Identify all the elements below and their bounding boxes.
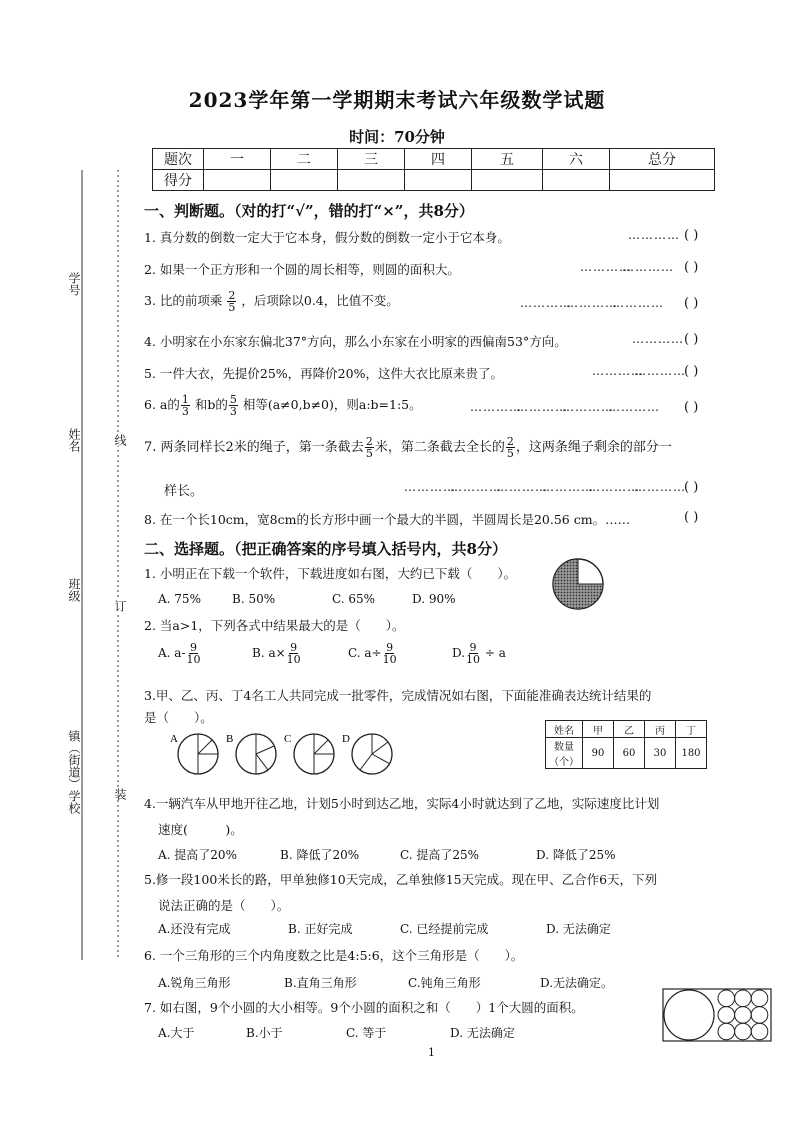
numerator: 1 xyxy=(181,393,189,406)
s2-q6-option-b[interactable]: B.直角三角形 xyxy=(284,976,357,990)
fraction xyxy=(383,642,397,665)
s1-q7-dots: ………… xyxy=(404,480,456,494)
score-header-cell: 二 xyxy=(271,149,338,170)
score-cell[interactable] xyxy=(338,170,405,191)
denominator: 10 xyxy=(382,653,397,666)
small-circle xyxy=(751,1023,768,1040)
s1-q6-answer-paren[interactable]: ( ) xyxy=(684,400,699,415)
s1-q3-dots-3: ………… xyxy=(612,296,664,310)
circles-figure-frame xyxy=(663,989,771,1041)
s2-q4-option-c[interactable]: C. 提高了25% xyxy=(400,848,480,862)
score-cell[interactable] xyxy=(405,170,472,191)
small-circle xyxy=(735,990,752,1007)
numerator: 9 xyxy=(469,641,477,654)
s2-question-5-line2: 说法正确的是（ ）。 xyxy=(158,898,290,913)
denominator: 5 xyxy=(506,447,514,460)
fraction xyxy=(181,394,190,417)
circles-figure xyxy=(662,988,772,1042)
s1-q6-dots-2: ………… xyxy=(516,400,568,414)
s1-question-1: 1. 真分数的倒数一定大于它本身，假分数的倒数一定小于它本身。 xyxy=(144,230,510,245)
s2-q2-c-text: C. a÷ xyxy=(348,646,382,660)
pie-option-a[interactable] xyxy=(170,733,218,774)
s1-question-6 xyxy=(144,394,422,417)
fraction xyxy=(187,642,201,665)
fraction xyxy=(287,642,301,665)
numerator: 9 xyxy=(386,641,394,654)
numerator: 5 xyxy=(229,393,237,406)
worker-value-cell: 60 xyxy=(614,738,645,769)
s2-q5-option-a[interactable]: A.还没有完成 xyxy=(158,922,231,936)
s1-question-2: 2. 如果一个正方形和一个圆的周长相等，则圆的面积大。 xyxy=(144,262,460,277)
pie-label-b: B xyxy=(226,733,234,745)
denominator: 5 xyxy=(365,447,373,460)
numerator: 2 xyxy=(506,435,514,448)
s1-q6-dots-4: ………… xyxy=(608,400,660,414)
denominator: 10 xyxy=(466,653,481,666)
s1-q3-text-a: 3. 比的前项乘 xyxy=(144,293,223,308)
s1-question-4: 4. 小明家在小东家东偏北37°方向，那么小东家在小明家的西偏南53°方向。 xyxy=(144,334,567,349)
score-cell[interactable] xyxy=(472,170,543,191)
s2-q2-b-text: B. a× xyxy=(252,646,286,660)
s2-q1-option-b[interactable]: B. 50% xyxy=(232,592,276,606)
s2-q2-option-d[interactable] xyxy=(452,642,506,665)
score-table-header-row xyxy=(153,149,715,170)
s2-q6-option-c[interactable]: C.钝角三角形 xyxy=(408,976,481,990)
s2-q1-option-d[interactable]: D. 90% xyxy=(412,592,456,606)
worker-table-values xyxy=(546,738,707,769)
score-header-cell: 总分 xyxy=(610,149,715,170)
s2-q4-option-a[interactable]: A. 提高了20% xyxy=(158,848,237,862)
score-row-label: 得分 xyxy=(153,170,204,191)
fraction xyxy=(466,642,480,665)
score-table xyxy=(152,148,715,191)
score-header-cell: 四 xyxy=(405,149,472,170)
s1-question-5: 5. 一件大衣，先提价25%，再降价20%，这件大衣比原来贵了。 xyxy=(144,366,503,381)
score-cell[interactable] xyxy=(610,170,715,191)
small-circle xyxy=(718,1023,735,1040)
exam-time: 时间：70分钟 xyxy=(349,128,445,146)
s1-q7-dots-2: ………… xyxy=(450,480,502,494)
s1-question-7 xyxy=(144,436,672,459)
fraction xyxy=(365,436,374,459)
worker-header-cell: 乙 xyxy=(614,721,645,738)
score-header-cell: 一 xyxy=(204,149,271,170)
s2-q2-option-a[interactable] xyxy=(158,642,202,665)
pie-option-d[interactable] xyxy=(342,733,392,774)
s1-q7-text-a: 7. 两条同样长2米的绳子，第一条截去 xyxy=(144,440,364,455)
s2-question-3-line2: 是（ ）。 xyxy=(144,710,213,725)
class-label: 班级 xyxy=(67,578,81,602)
school-label: 镇（街道）学校 xyxy=(67,730,81,814)
pie-option-b[interactable] xyxy=(226,733,276,774)
s2-q7-option-d[interactable]: D. 无法确定 xyxy=(450,1026,515,1040)
s1-q1-answer-paren[interactable]: ( ) xyxy=(684,228,699,243)
pie-label-d: D xyxy=(342,733,350,745)
denominator: 10 xyxy=(286,653,301,666)
s1-q2-dots-2: ………… xyxy=(622,260,674,274)
denominator: 3 xyxy=(229,405,237,418)
s2-question-7: 7. 如右图，9个小圆的大小相等。9个小圆的面积之和（ ）1个大圆的面积。 xyxy=(144,1000,584,1015)
s2-question-1: 1. 小明正在下载一个软件，下载进度如右图，大约已下载（ ）。 xyxy=(144,566,517,581)
denominator: 10 xyxy=(186,653,201,666)
s1-question-8: 8. 在一个长10cm，宽8cm的长方形中画一个最大的半圆，半圆周长是20.56 cm。…… xyxy=(144,512,631,527)
s1-q5-dots: ………… xyxy=(592,364,644,378)
s1-q3-text-b: ，后项除以0.4，比值不变。 xyxy=(241,293,399,308)
numerator: 2 xyxy=(228,289,236,302)
s1-q7-dots-4: ………… xyxy=(542,480,594,494)
worker-value-cell: 30 xyxy=(645,738,676,769)
s1-q7-text-b: 米，第二条截去全长的 xyxy=(374,440,505,455)
small-circle xyxy=(718,990,735,1007)
s2-question-5-line1: 5.修一段100米长的路，甲单独修10天完成，乙单独修15天完成。现在甲、乙合作6天，下列 xyxy=(144,872,658,887)
s1-q6-text-b: 和b的 xyxy=(194,397,228,412)
fraction xyxy=(229,394,238,417)
section1-heading: 一、判断题。（对的打“√”，错的打“×”，共8分） xyxy=(144,202,474,220)
numerator: 2 xyxy=(365,435,373,448)
small-circle xyxy=(718,1007,735,1024)
worker-value-cell: 180 xyxy=(676,738,707,769)
binding-ding-char: 订 xyxy=(113,600,127,612)
s2-q7-option-b[interactable]: B.小于 xyxy=(246,1026,283,1040)
score-header-cell: 三 xyxy=(338,149,405,170)
score-cell[interactable] xyxy=(271,170,338,191)
s1-q6-text-c: 相等(a≠0,b≠0)，则a:b=1:5。 xyxy=(242,397,422,412)
worker-count-table xyxy=(545,720,707,769)
score-header-cell: 题次 xyxy=(153,149,204,170)
score-table-score-row xyxy=(153,170,715,191)
s2-q7-option-a[interactable]: A.大于 xyxy=(158,1026,195,1040)
s2-q2-option-b[interactable] xyxy=(252,642,302,665)
s1-q7-dots-5: ………… xyxy=(588,480,640,494)
section2-heading: 二、选择题。（把正确答案的序号填入括号内，共8分） xyxy=(144,540,507,558)
s1-q7-dots-6: ………… xyxy=(634,480,686,494)
small-circle xyxy=(751,990,768,1007)
s2-q1-option-c[interactable]: C. 65% xyxy=(332,592,376,606)
worker-row-label: 数量（个） xyxy=(546,738,583,769)
student-id-label: 学号 xyxy=(67,272,81,296)
binding-line-char: 线 xyxy=(113,434,127,446)
score-header-cell: 五 xyxy=(472,149,543,170)
s2-q4-option-d[interactable]: D. 降低了25% xyxy=(536,848,616,862)
binding-margin-lines xyxy=(52,160,132,980)
s1-q3-answer-paren[interactable]: ( ) xyxy=(684,296,699,311)
small-circle xyxy=(751,1007,768,1024)
s2-q5-option-c[interactable]: C. 已经提前完成 xyxy=(400,922,489,936)
small-circle xyxy=(735,1007,752,1024)
download-progress-pie xyxy=(548,558,608,610)
s1-q6-dots-3: ………… xyxy=(562,400,614,414)
s1-q3-dots: ………… xyxy=(520,296,572,310)
worker-header-cell: 姓名 xyxy=(546,721,583,738)
s1-q3-dots-2: ………… xyxy=(566,296,618,310)
s2-question-4-line2: 速度( )。 xyxy=(158,822,243,837)
s1-q7-text-c: ，这两条绳子剩余的部分一 xyxy=(515,440,672,455)
s2-question-6: 6. 一个三角形的三个内角度数之比是4:5:6，这个三角形是（ ）。 xyxy=(144,948,524,963)
s1-q6-text-a: 6. a的 xyxy=(144,397,180,412)
numerator: 9 xyxy=(290,641,298,654)
s2-q5-option-b[interactable]: B. 正好完成 xyxy=(288,922,353,936)
big-circle xyxy=(664,990,714,1040)
denominator: 3 xyxy=(181,405,189,418)
fraction xyxy=(506,436,515,459)
numerator: 9 xyxy=(190,641,198,654)
small-circles-group xyxy=(718,990,768,1040)
s2-q2-option-c[interactable] xyxy=(348,642,398,665)
s1-q7-answer-paren[interactable]: ( ) xyxy=(684,480,699,495)
small-circle xyxy=(735,1023,752,1040)
s1-q1-dots: ………… xyxy=(628,228,680,242)
score-cell[interactable] xyxy=(543,170,610,191)
fraction xyxy=(227,290,236,313)
pie-label-c: C xyxy=(284,733,292,745)
s1-q7-dots-3: ………… xyxy=(496,480,548,494)
s1-q8-answer-paren[interactable]: ( ) xyxy=(684,510,699,525)
q3-pie-options xyxy=(168,728,418,780)
worker-value-cell: 90 xyxy=(583,738,614,769)
s2-q6-option-d[interactable]: D.无法确定。 xyxy=(540,976,614,990)
page-number: 1 xyxy=(428,1046,435,1059)
score-cell[interactable] xyxy=(204,170,271,191)
s1-q5-answer-paren[interactable]: ( ) xyxy=(684,364,699,379)
s1-q2-dots: ………… xyxy=(580,260,632,274)
worker-header-cell: 丙 xyxy=(645,721,676,738)
s2-q2-d-post: ÷ a xyxy=(484,646,506,660)
s2-q1-option-a[interactable]: A. 75% xyxy=(158,592,201,606)
s2-q6-option-a[interactable]: A.锐角三角形 xyxy=(158,976,231,990)
s1-q2-answer-paren[interactable]: ( ) xyxy=(684,260,699,275)
s2-q4-option-b[interactable]: B. 降低了20% xyxy=(280,848,360,862)
page-title: 2023学年第一学期期末考试六年级数学试题 xyxy=(188,88,606,112)
worker-table-header xyxy=(546,721,707,738)
s2-question-3-line1: 3.甲、乙、丙、丁4名工人共同完成一批零件，完成情况如右图，下面能准确表达统计结果的 xyxy=(144,688,652,703)
s1-q6-dots: ………… xyxy=(470,400,522,414)
denominator: 5 xyxy=(228,301,236,314)
worker-header-cell: 甲 xyxy=(583,721,614,738)
worker-header-cell: 丁 xyxy=(676,721,707,738)
s1-q4-dots: ………… xyxy=(632,332,684,346)
s2-q2-d-text: D. xyxy=(452,646,466,660)
s1-q5-dots-2: ………… xyxy=(634,364,686,378)
s2-question-4-line1: 4.一辆汽车从甲地开往乙地，计划5小时到达乙地，实际4小时就达到了乙地，实际速度比计划 xyxy=(144,796,660,811)
s2-question-2: 2. 当a>1，下列各式中结果最大的是（ ）。 xyxy=(144,618,405,633)
s2-q2-a-text: A. a- xyxy=(158,646,186,660)
name-label: 姓名 xyxy=(67,428,81,452)
s1-q4-answer-paren[interactable]: ( ) xyxy=(684,332,699,347)
score-header-cell: 六 xyxy=(543,149,610,170)
s2-q5-option-d[interactable]: D. 无法确定 xyxy=(546,922,611,936)
s2-q7-option-c[interactable]: C. 等于 xyxy=(346,1026,387,1040)
pie-label-a: A xyxy=(170,733,178,745)
pie-option-c[interactable] xyxy=(284,733,334,774)
binding-zhuang-char: 装 xyxy=(113,788,127,800)
s1-q7-text-d: 样长。 xyxy=(164,484,204,499)
s1-question-3 xyxy=(144,290,399,313)
